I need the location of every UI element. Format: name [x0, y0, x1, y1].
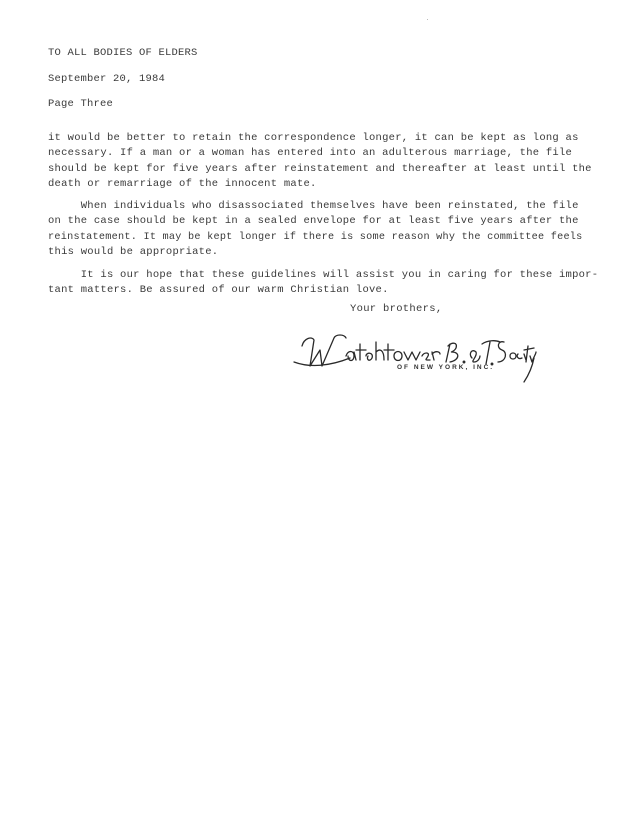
- paragraph-line: reinstatement. It may be kept longer if there is some reason why the committee feels: [48, 231, 583, 243]
- paragraph-line: on the case should be kept in a sealed envelope for at least five years after the: [48, 215, 579, 228]
- body-paragraph-2: [48, 199, 608, 261]
- page-number-line: Page Three: [48, 98, 114, 110]
- body-paragraph-1: [48, 131, 608, 193]
- paragraph-line: death or remarriage of the innocent mate.: [48, 178, 317, 191]
- addressee-line: TO ALL BODIES OF ELDERS: [48, 47, 198, 59]
- signature-subline: OF NEW YORK, INC.: [397, 364, 495, 371]
- paragraph-line: tant matters. Be assured of our warm Christian love.: [48, 284, 389, 297]
- paragraph-line: It is our hope that these guidelines will assist you in caring for these impor-: [48, 269, 599, 281]
- closing-salutation: Your brothers,: [350, 303, 443, 315]
- paragraph-line: necessary. If a man or a woman has entered into an adulterous marriage, the file: [48, 147, 573, 160]
- paragraph-line: When individuals who disassociated themselves have been reinstated, the file: [48, 200, 579, 212]
- paragraph-line: it would be better to retain the correspondence longer, it can be kept as long as: [48, 132, 579, 144]
- date-line: September 20, 1984: [48, 73, 166, 85]
- handwritten-signature: [290, 328, 540, 384]
- paragraph-line: this would be appropriate.: [48, 246, 219, 259]
- body-paragraph-3: [48, 268, 608, 299]
- paper-speck: [427, 19, 428, 20]
- paragraph-line: should be kept for five years after reinstatement and thereafter at least until the: [48, 162, 592, 175]
